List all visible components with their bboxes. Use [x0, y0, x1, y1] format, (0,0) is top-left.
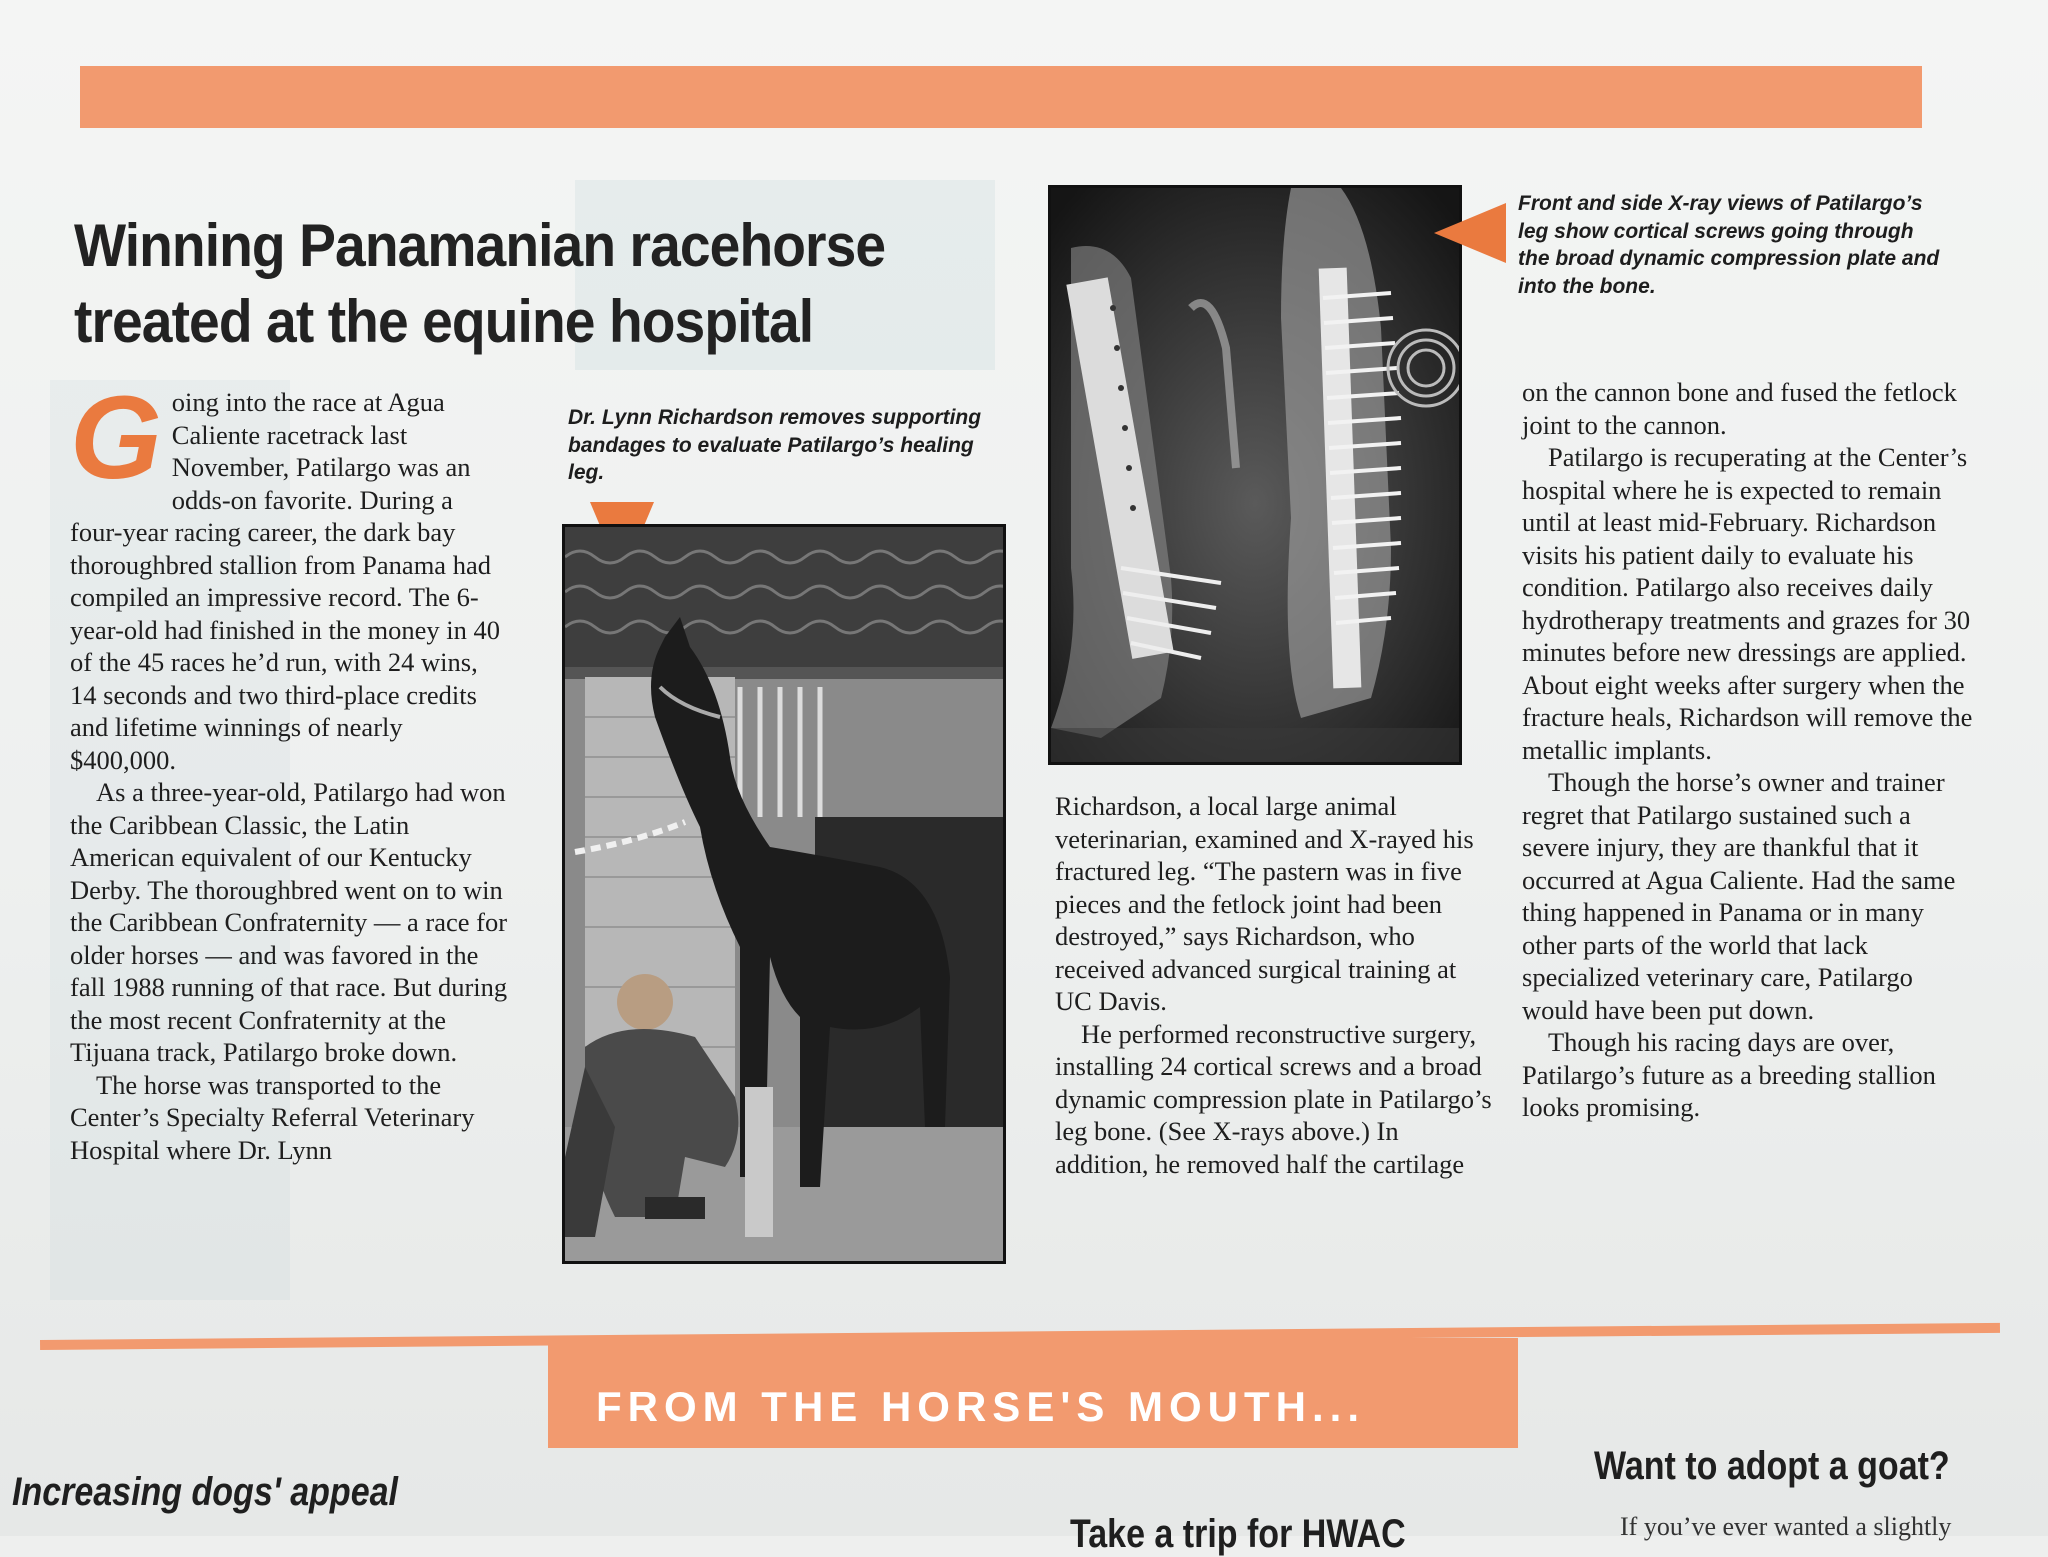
paragraph: oing into the race at Agua Caliente racetrack last November, Patilargo was an odds-on favorite. During a four-year racing career, the dark bay thoroughbred stallion from Panama had compiled an impressive record. The 6-year-old had finished in the money in 40 of the 45 races he’d run, with 24 wins, 14 seconds and two third-place credits and lifetime winnings of nearly $400,000. [70, 387, 500, 775]
sub-article-text: If you’ve ever wanted a slightly [1620, 1512, 1952, 1541]
xray-caption: Front and side X-ray views of Patilargo’s leg show cortical screws going through the broad dynamic compression plate and into the bone. [1518, 192, 1940, 298]
paragraph: Richardson, a local large animal veterinarian, examined and X-rayed his fractured leg. “The pastern was in five pieces and the fetlock joint had been destroyed,” says Richardson, who received advanced surgical training at UC Davis. [1055, 791, 1474, 1016]
paragraph: As a three-year-old, Patilargo had won the Caribbean Classic, the Latin American equivalent of our Kentucky Derby. The thoroughbred went on to win the Caribbean Confraternity — a race for older horses — and was favored in the fall 1988 running of that race. But during the most recent Confraternity at the Tijuana track, Patilargo broke down. [70, 777, 508, 1067]
paragraph: The horse was transported to the Center’s Specialty Referral Veterinary Hospital where Dr. Lynn [70, 1069, 475, 1165]
paragraph: on the cannon bone and fused the fetlock joint to the cannon. [1522, 377, 1957, 440]
section-title: FROM THE HORSE'S MOUTH... [596, 1383, 1365, 1430]
top-accent-band [80, 66, 1922, 128]
xray-image [1048, 185, 1462, 765]
photo-caption: Dr. Lynn Richardson removes supporting bandages to evaluate Patilargo’s healing leg. [568, 406, 982, 484]
caption-arrow-icon [1434, 203, 1506, 263]
sub-article-heading: Take a trip for HWAC [1070, 1512, 1406, 1556]
sub-article-heading: Increasing dogs' appeal [12, 1470, 398, 1514]
sub-article-heading: Want to adopt a goat? [1594, 1444, 1950, 1488]
paragraph: Though his racing days are over, Patilargo’s future as a breeding stallion looks promising. [1522, 1027, 1936, 1122]
drop-cap: G [70, 372, 162, 504]
paragraph: Patilargo is recuperating at the Center’s hospital where he is expected to remain until at least mid-February. Richardson visits his patient daily to evaluate his condition. Patilargo also receives daily hydrotherapy treatments and grazes for 30 minutes before new dressings are applied. About eight weeks after surgery when the fracture heals, Richardson will remove the metallic implants. [1522, 442, 1973, 765]
article-headline: Winning Panamanian racehorse treated at the equine hospital [74, 212, 886, 355]
horse-photo [562, 524, 1006, 1264]
paragraph: Though the horse’s owner and trainer regret that Patilargo sustained such a severe injury, they are thankful that it occurred at Agua Caliente. Had the same thing happened in Panama or in many other parts of the world that lack specialized veterinary care, Patilargo would have been put down. [1522, 767, 1956, 1025]
article-column-2 [1055, 790, 1495, 1180]
paragraph: He performed reconstructive surgery, installing 24 cortical screws and a broad dynamic compression plate in Patilargo’s leg bone. (See X-rays above.) In addition, he removed half the cartilage [1055, 1018, 1492, 1179]
article-column-1 [70, 372, 510, 1166]
article-column-3 [1522, 376, 1982, 1124]
